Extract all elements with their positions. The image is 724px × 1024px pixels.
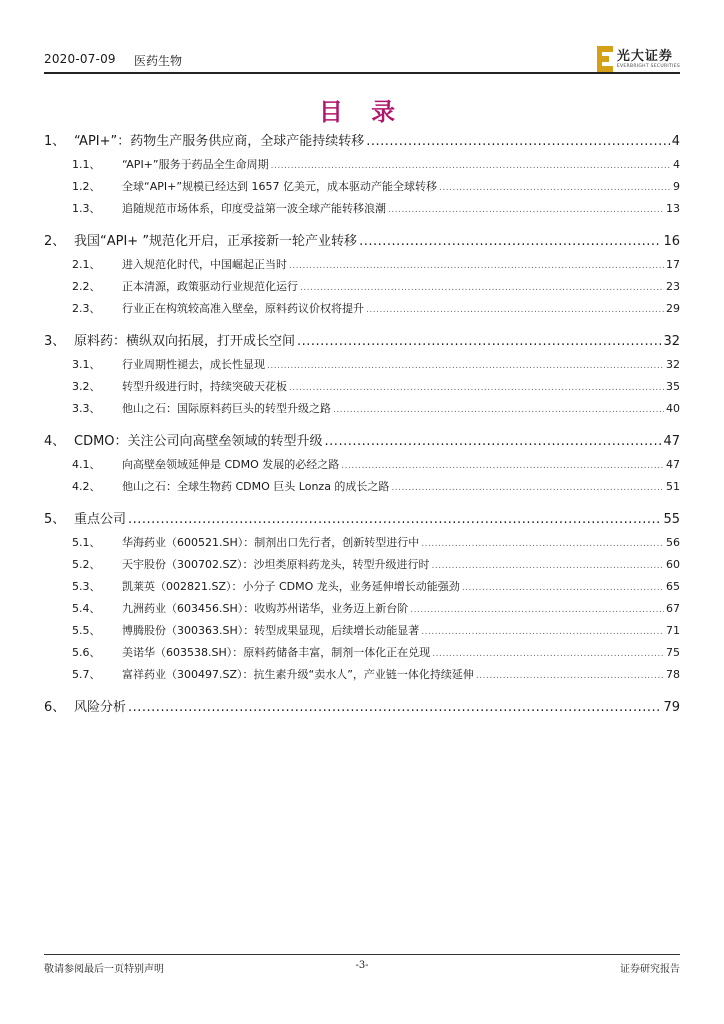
dot-leader: [439, 183, 671, 193]
brand-logo: [597, 46, 680, 72]
logo-cn-text: 光大证券: [616, 48, 673, 64]
toc-subsection-5-4[interactable]: 5.4、 九洲药业（603456.SH）：收购苏州诺华，业务迈上新台阶 ..... 67: [44, 600, 680, 622]
toc-subsection-5-6[interactable]: 5.6、 美诺华（603538.SH）：原料药储备丰富，制剂一体化正在兑现 ..... 75: [44, 644, 680, 666]
dot-leader: [476, 671, 664, 681]
toc-subsection-2-1[interactable]: 2.1、 进入规范化时代，中国崛起正当时 ..... 17: [44, 256, 680, 278]
toc-subsection-5-5[interactable]: 5.5、 博腾股份（300363.SH）：转型成果显现，后续增长动能显著 ..... 71: [44, 622, 680, 644]
dot-leader: [325, 434, 662, 449]
report-date: 2020-07-09: [44, 52, 116, 66]
dot-leader: [297, 334, 661, 349]
dot-leader: [289, 261, 664, 271]
toc-subsection-5-7[interactable]: 5.7、 富祥药业（300497.SZ）：抗生素升级“卖水人”，产业链一体化持续延伸 ..... 78: [44, 666, 680, 688]
dot-leader: [359, 234, 661, 249]
logo-mark-icon: [597, 46, 613, 72]
page-number: -3-: [355, 960, 369, 971]
dot-leader: [432, 649, 664, 659]
dot-leader: [128, 700, 661, 715]
toc-subsection-1-2[interactable]: 1.2、 全球“API+”规模已经达到 1657 亿美元，成本驱动产能全球转移 ..... 9: [44, 178, 680, 200]
dot-leader: [366, 305, 664, 315]
toc-subsection-5-2[interactable]: 5.2、 天宇股份（300702.SZ）：沙坦类原料药龙头，转型升级进行时 ..... 60: [44, 556, 680, 578]
dot-leader: [289, 383, 664, 393]
toc-subsection-4-1[interactable]: 4.1、 向高壁垒领域延伸是 CDMO 发展的必经之路 ..... 47: [44, 456, 680, 478]
report-sector: 医药生物: [134, 54, 183, 68]
dot-leader: [410, 605, 664, 615]
toc-title: 目 录: [318, 98, 406, 126]
toc-subsection-4-2[interactable]: 4.2、 他山之石：全球生物药 CDMO 巨头 Lonza 的成长之路 ..... 51: [44, 478, 680, 500]
toc-subsection-3-3[interactable]: 3.3、 他山之石：国际原料药巨头的转型升级之路 ..... 40: [44, 400, 680, 422]
dot-leader: [388, 205, 664, 215]
dot-leader: [462, 583, 664, 593]
toc-section-1[interactable]: 1、 “API+”：药物生产服务供应商，全球产能持续转移 ..... 4: [44, 130, 680, 156]
table-of-contents: [44, 130, 680, 722]
toc-subsection-5-1[interactable]: 5.1、 华海药业（600521.SH）：制剂出口先行者，创新转型进行中 ..... 56: [44, 534, 680, 556]
logo-en-text: EVERBRIGHT SECURITIES: [616, 63, 680, 69]
dot-leader: [366, 134, 669, 149]
dot-leader: [421, 539, 664, 549]
toc-section-2[interactable]: 2、 我国“API+ ”规范化开启，正承接新一轮产业转移 ..... 16: [44, 230, 680, 256]
dot-leader: [267, 361, 664, 371]
dot-leader: [333, 405, 664, 415]
footer-report-type: 证券研究报告: [620, 964, 680, 975]
dot-leader: [271, 161, 671, 171]
toc-subsection-3-2[interactable]: 3.2、 转型升级进行时，持续突破天花板 ..... 35: [44, 378, 680, 400]
toc-section-4[interactable]: 4、 CDMO：关注公司向高壁垒领域的转型升级 ..... 47: [44, 430, 680, 456]
toc-section-5[interactable]: 5、 重点公司 ..... 55: [44, 508, 680, 534]
dot-leader: [300, 283, 664, 293]
dot-leader: [341, 461, 664, 471]
toc-subsection-3-1[interactable]: 3.1、 行业周期性褪去，成长性显现 ..... 32: [44, 356, 680, 378]
dot-leader: [432, 561, 664, 571]
toc-subsection-2-2[interactable]: 2.2、 正本清源，政策驱动行业规范化运行 ..... 23: [44, 278, 680, 300]
dot-leader: [391, 483, 664, 493]
header-divider: [44, 72, 680, 74]
toc-section-6[interactable]: 6、 风险分析 ..... 79: [44, 696, 680, 722]
toc-section-3[interactable]: 3、 原料药：横纵双向拓展，打开成长空间 ..... 32: [44, 330, 680, 356]
footer-divider: [44, 954, 680, 955]
dot-leader: [421, 627, 664, 637]
toc-subsection-5-3[interactable]: 5.3、 凯莱英（002821.SZ）：小分子 CDMO 龙头，业务延伸增长动能强劲 ..... 65: [44, 578, 680, 600]
toc-subsection-1-1[interactable]: 1.1、 “API+”服务于药品全生命周期 ..... 4: [44, 156, 680, 178]
dot-leader: [128, 512, 661, 527]
toc-subsection-1-3[interactable]: 1.3、 追随规范市场体系，印度受益第一波全球产能转移浪潮 ..... 13: [44, 200, 680, 222]
footer-disclaimer: 敬请参阅最后一页特别声明: [44, 964, 164, 975]
toc-subsection-2-3[interactable]: 2.3、 行业正在构筑较高准入壁垒，原料药议价权将提升 ..... 29: [44, 300, 680, 322]
